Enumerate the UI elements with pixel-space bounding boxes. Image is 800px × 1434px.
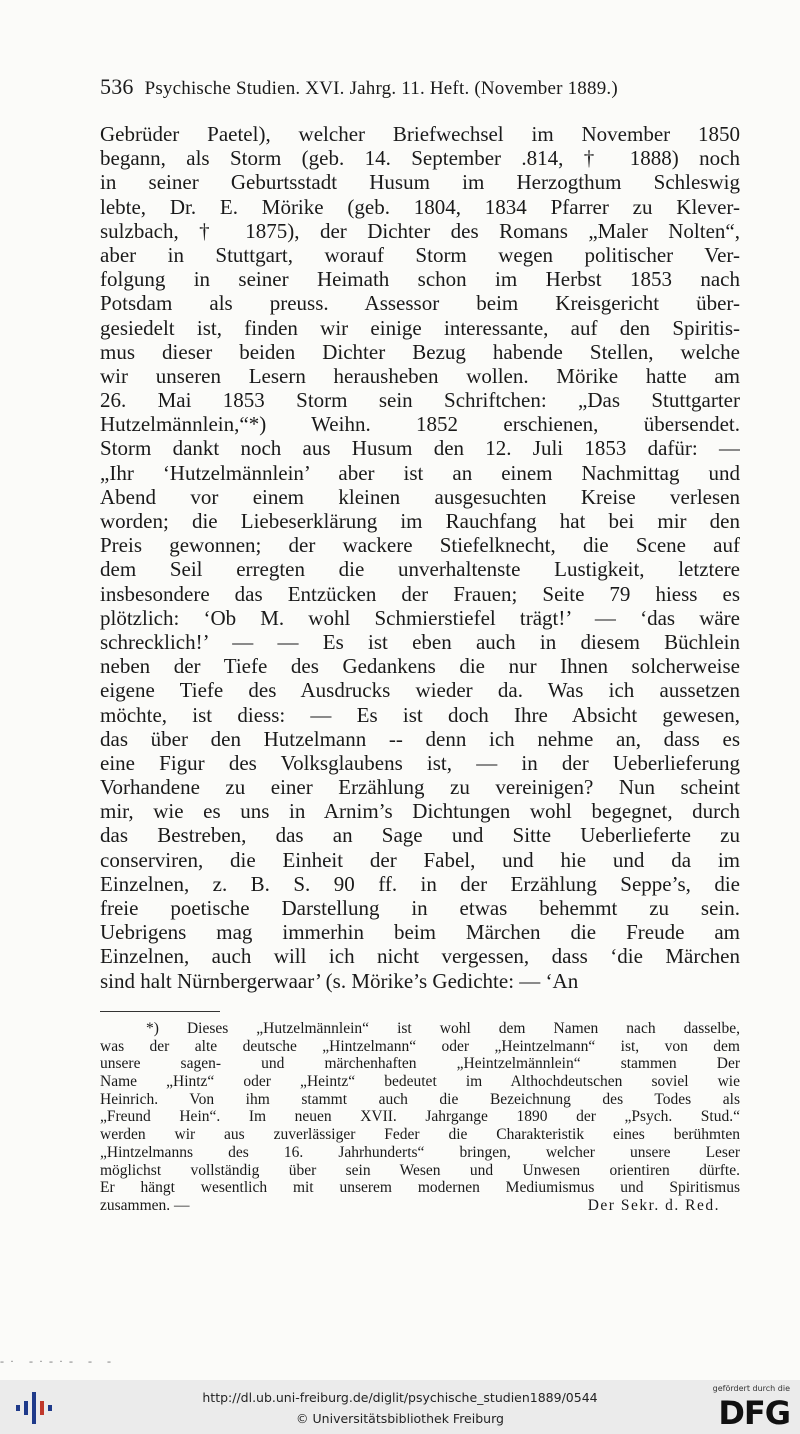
text-line: möchte, ist diess: — Es ist doch Ihre Absicht gewesen,: [100, 702, 740, 727]
text-line: Vorhandene zu einer Erzählung zu vereinigen? Nun scheint: [100, 775, 740, 800]
footnote-line: [100, 1055, 740, 1073]
text-line: 26. Mai 1853 Storm sein Schriftchen: „Das Stuttgarter: [100, 388, 740, 413]
text-line: eine Figur des Volksglaubens ist, — in der Ueberlieferung: [100, 750, 740, 775]
text-line: das über den Hutzelmann -- denn ich nehme an, dass es: [100, 726, 740, 751]
permalink-url[interactable]: http://dl.ub.uni-freiburg.de/diglit/psychische_studien1889/0544: [202, 1390, 598, 1405]
text-line: schrecklich!’ — — Es ist eben auch in diesem Büchlein: [100, 629, 740, 654]
text-line: plötzlich: ‘Ob M. wohl Schmierstiefel trägt!’ — ‘das wäre: [100, 605, 740, 630]
text-line: aber in Stuttgart, worauf Storm wegen politischer Ver-: [100, 242, 740, 267]
text-line: Hutzelmännlein,“*) Weihn. 1852 erschienen, übersendet.: [100, 412, 740, 437]
text-line: Preis gewonnen; der wackere Stiefelknecht, die Scene auf: [100, 533, 740, 558]
footnote-line-text: „Hintzelmanns des 16. Jahrhunderts“ bringen, welcher unsere Leser: [100, 1143, 740, 1161]
text-line: mir, wie es uns in Arnim’s Dichtungen wohl begegnet, durch: [100, 799, 740, 824]
footnote-rule: [100, 1011, 220, 1012]
footnote-line-text: zusammen. —: [100, 1196, 190, 1214]
footnote-line: [100, 1073, 740, 1091]
footnote-line-text: was der alte deutsche „Hintzelmann“ oder „Heintzelmann“ ist, von dem: [100, 1037, 740, 1055]
text-line: wir unseren Lesern herausheben wollen. Mörike hatte am: [100, 363, 740, 388]
text-line: neben der Tiefe des Gedankens die nur Ihnen solcherweise: [100, 654, 740, 679]
text-line: folgung in seiner Heimath schon im Herbst 1853 nach: [100, 267, 740, 292]
footnote-line: [100, 1020, 740, 1038]
text-line: Storm dankt noch aus Husum den 12. Juli 1853 dafür: —: [100, 436, 740, 461]
body-text: [100, 122, 740, 993]
viewer-footer: [0, 1380, 800, 1434]
copyright-notice: © Universitätsbibliothek Freiburg: [296, 1411, 504, 1426]
footnote-line-text: *) Dieses „Hutzelmännlein“ ist wohl dem Namen nach dasselbe,: [146, 1020, 740, 1037]
text-line: freie poetische Darstellung in etwas behemmt zu sein.: [100, 896, 740, 920]
footnote-line-text: möglichst vollständig über sein Wesen und Unwesen orientiren dürfte.: [100, 1161, 740, 1179]
dfg-caption: gefördert durch die: [712, 1384, 790, 1393]
text-line: das Bestreben, das an Sage und Sitte Ueberlieferte zu: [100, 823, 740, 848]
footnote-line-text: unsere sagen- und märchenhaften „Heintzelmännlein“ stammen Der: [100, 1055, 740, 1073]
dfg-logo-icon: [702, 1384, 792, 1430]
text-line: Potsdam als preuss. Assessor beim Kreisgericht über-: [100, 291, 740, 316]
footnote-line: [100, 1038, 740, 1056]
text-line: Abend vor einem kleinen ausgesuchten Kreise verlesen: [100, 484, 740, 509]
text-line: mus dieser beiden Dichter Bezug habende Stellen, welche: [100, 339, 740, 364]
page-number: 536: [100, 74, 134, 99]
footnote-line: [100, 1162, 740, 1180]
text-line: Gebrüder Paetel), welcher Briefwechsel im November 1850: [100, 122, 740, 146]
text-line: Einzelnen, z. B. S. 90 ff. in der Erzählung Seppe’s, die: [100, 871, 740, 896]
text-line: begann, als Storm (geb. 14. September .814, † 1888) noch: [100, 146, 740, 171]
footnote-line: [100, 1108, 740, 1126]
text-line: eigene Tiefe des Ausdrucks wieder da. Was ich aussetzen: [100, 678, 740, 703]
running-title: Psychische Studien. XVI. Jahrg. 11. Heft. (November 1889.): [144, 78, 618, 99]
scan-marks: -· -·-·- - -: [0, 1354, 117, 1368]
footnote-line-text: Name „Hintz“ oder „Heintz“ bedeutet im Althochdeutschen soviel wie: [100, 1073, 740, 1091]
running-header: [100, 74, 740, 100]
text-line: conserviren, die Einheit der Fabel, und hie und da im: [100, 847, 740, 872]
text-line: dem Seil erregten die unverhaltenste Lustigkeit, letztere: [100, 557, 740, 582]
footnote-line-text: „Freund Hein“. Im neuen XVII. Jahrgange 1890 der „Psych. Stud.“: [100, 1108, 740, 1126]
text-line: lebte, Dr. E. Mörike (geb. 1804, 1834 Pfarrer zu Klever-: [100, 194, 740, 219]
footnote-line: [100, 1179, 740, 1197]
footnote-line-text: Heinrich. Von ihm stammt auch die Bezeichnung des Todes als: [100, 1090, 740, 1108]
footnote-line: [100, 1126, 740, 1144]
text-line: sind halt Nürnbergerwaar’ (s. Mörike’s Gedichte: — ‘An: [100, 968, 579, 993]
text-line: worden; die Liebeserklärung im Rauchfang hat bei mir den: [100, 509, 740, 533]
footnote-line-text: werden wir aus zuverlässiger Feder die Charakteristik eines berühmten: [100, 1126, 740, 1144]
text-line: gesiedelt ist, finden wir einige interessante, auf den Spiritis-: [100, 315, 740, 340]
footnote-line: [100, 1144, 740, 1162]
text-line: insbesondere das Entzücken der Frauen; Seite 79 hiess es: [100, 581, 740, 606]
text-line: in seiner Geburtsstadt Husum im Herzogthum Schleswig: [100, 170, 740, 195]
footnote-line: [100, 1197, 740, 1215]
footnote-line: [100, 1091, 740, 1109]
editor-signature: Der Sekr. d. Red.: [587, 1196, 720, 1214]
text-line: Uebrigens mag immerhin beim Märchen die Freude am: [100, 920, 740, 945]
footnote: [100, 1020, 740, 1215]
text-line: „Ihr ‘Hutzelmännlein’ aber ist an einem Nachmittag und: [100, 460, 740, 485]
text-line: Einzelnen, auch will ich nicht vergessen, dass ‘die Märchen: [100, 944, 740, 969]
text-line: sulzbach, † 1875), der Dichter des Romans „Maler Nolten“,: [100, 218, 740, 243]
dfg-text: DFG: [718, 1394, 790, 1432]
footnote-line-text: Er hängt wesentlich mit unserem modernen Mediumismus und Spiritismus: [100, 1179, 740, 1197]
